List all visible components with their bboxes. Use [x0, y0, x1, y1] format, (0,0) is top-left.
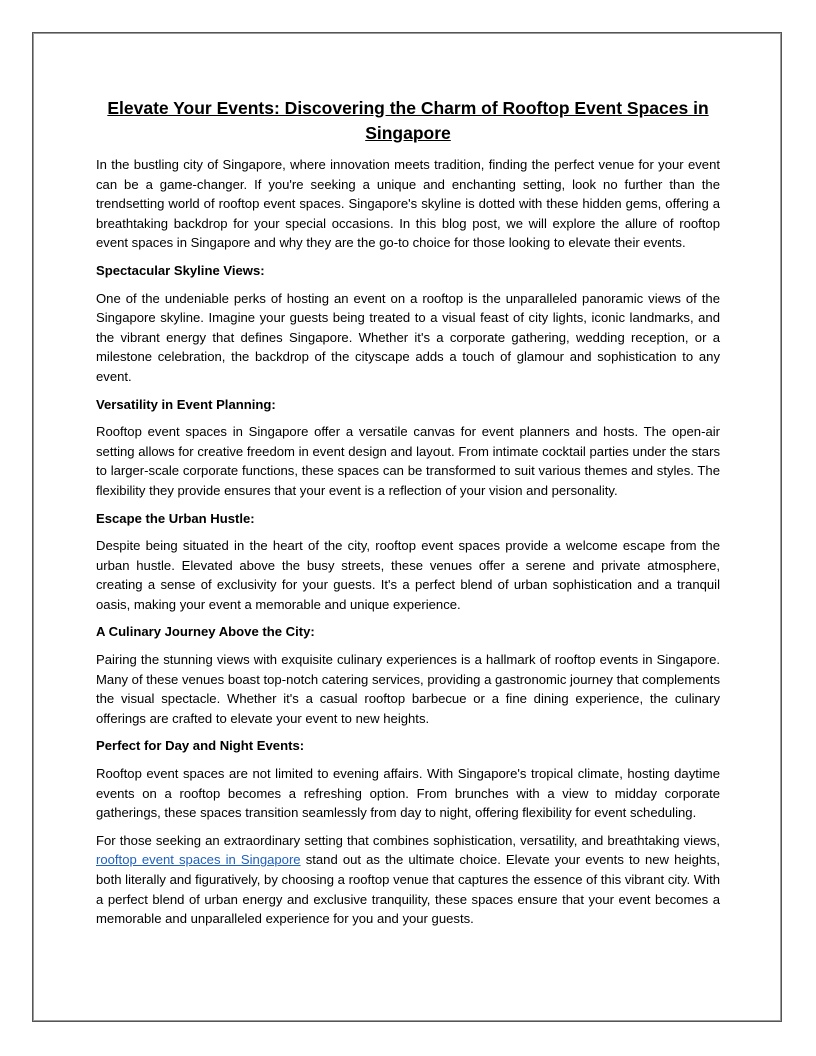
intro-paragraph: In the bustling city of Singapore, where innovation meets tradition, finding the perfect venue for your event can be a game-changer. If you're seeking a unique and enchanting setting, look no further than the trendsetting world of rooftop event spaces. Singapore's skyline is dotted with these hidden gems, offering a breathtaking backdrop for your special occasions. In this blog post, we will explore the allure of rooftop event spaces in Singapore and why they are the go-to choice for those looking to elevate their events. — [96, 157, 720, 251]
section-body-versatility: Rooftop event spaces in Singapore offer a versatile canvas for event planners and hosts. The open-air setting allows for creative freedom in event design and layout. From intimate cocktail parties under the stars to larger-scale corporate functions, these spaces can be transformed to suit various themes and styles. The flexibility they provide ensures that your event is a reflection of your vision and personality. — [96, 424, 720, 498]
section-heading-escape: Escape the Urban Hustle: — [96, 510, 255, 526]
document-body — [96, 96, 720, 937]
section-body-escape: Despite being situated in the heart of the city, rooftop event spaces provide a welcome escape from the urban hustle. Elevated above the busy streets, these venues offer a serene and private atmosphere, creating a sense of exclusivity for your guests. It's a perfect blend of urban sophistication and a tranquil oasis, making your event a memorable and unique experience. — [96, 538, 720, 612]
page-title: Elevate Your Events: Discovering the Charm of Rooftop Event Spaces in Singapore — [107, 98, 709, 143]
conclusion-text-after-link: stand out as the ultimate choice. Elevate your events to new heights, both literally and figuratively, by choosing a rooftop venue that captures the essence of this vibrant city. With a perfect blend of urban energy and exclusive tranquility, these spaces ensure that your event becomes a memorable and unparalleled experience for you and your guests. — [96, 852, 720, 927]
section-heading-skyline: Spectacular Skyline Views: — [96, 262, 265, 278]
section-body-skyline: One of the undeniable perks of hosting an event on a rooftop is the unparalleled panoramic views of the Singapore skyline. Imagine your guests being treated to a visual feast of city lights, iconic landmarks, and the vibrant energy that defines Singapore. Whether it's a corporate gathering, wedding reception, or a milestone celebration, the backdrop of the cityscape adds a touch of glamour and sophistication to any event. — [96, 290, 720, 384]
section-heading-culinary: A Culinary Journey Above the City: — [96, 624, 315, 640]
conclusion-text-before-link: For those seeking an extraordinary setting that combines sophistication, versatility, and breathtaking views, — [96, 832, 720, 848]
section-body-day-night: Rooftop event spaces are not limited to evening affairs. With Singapore's tropical climate, hosting daytime events on a rooftop becomes a refreshing option. From brunches with a view to midday corporate gatherings, these spaces transition seamlessly from day to night, offering flexibility for event scheduling. — [96, 766, 720, 821]
section-heading-day-night: Perfect for Day and Night Events: — [96, 738, 305, 754]
rooftop-event-spaces-link[interactable]: rooftop event spaces in Singapore — [96, 852, 301, 868]
section-heading-versatility: Versatility in Event Planning: — [96, 396, 276, 412]
section-body-culinary: Pairing the stunning views with exquisite culinary experiences is a hallmark of rooftop events in Singapore. Many of these venues boast top-notch catering services, providing a gastronomic journey that complements the visual spectacle. Whether it's a casual rooftop barbecue or a fine dining experience, the culinary offerings are crafted to elevate your event to new heights. — [96, 652, 720, 726]
conclusion-paragraph — [96, 831, 720, 929]
